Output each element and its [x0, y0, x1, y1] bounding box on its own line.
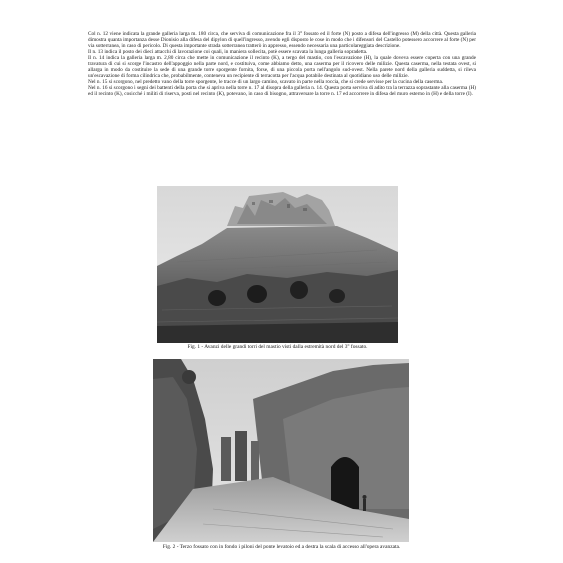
figure-1-photo	[157, 186, 398, 343]
paragraph: Nel n. 15 si scorgono, nel predetto vano della torre sporgente, le tracce di un largo camino, scavato in parte nella roccia, che si crede servisse per la cucina della caserma.	[88, 79, 444, 86]
figure-1-caption: Fig. 1 - Avanzi delle grandi torri del mastio visti dalla estremità nord del 3° fossato.	[187, 344, 368, 350]
paragraph: Il n. 13 indica il posto dei dieci attacchi di lavorazione coi quali, in maniera sollecita, potè essere scavata la lunga galleria sopradetta.	[88, 49, 368, 56]
paragraph: Il n. 14 indica la galleria larga m. 2,80 circa che mette in comunicazione il recinto (K), a tergo del mastio, con l'escavazione (H), la quale doveva essere coperta con una grande travatura di cui si scorge l'incastro dell'appoggio nella parte nord, e costituiva, come abbiamo detto, una caserma per il ricovero delle milizie. Questa caserma, nella testata ovest, si allarga in modo da costituire la sede di una grande torre sporgente fornita, forse, di una piccola porta nell'angolo sud-ovest. Nella parete nord della galleria suddetta, si rileva un'escavazione di forma cilindrica che, probabilmente, conteneva un recipiente di terracotta per l'acqua potabile destinata al quotidiano uso delle milizie.	[88, 55, 476, 80]
body-text	[88, 31, 476, 98]
figure-2-photo	[153, 359, 409, 542]
paragraph: Col n. 12 viene indicata la grande galleria larga m. 180 circa, che serviva di comunicazione fra il 3° fossato ed il forte (N) posto a difesa dell'ingresso (M) della città. Questa galleria dimostra quanta importanza desse Dionisio alla difesa del dipylon di quell'ingresso, avendo egli disposto le cose in modo che i difensori del Castello potessero accorrere al forte (N) per via sotterranea, in caso di pericolo. Di questa importante strada sotterranea tratterò in appresso, essendo necessaria una particolareggiata descrizione.	[88, 31, 476, 50]
figure-2-caption: Fig. 2 - Terzo fossato con in fondo i piloni del ponte levatoio ed a destra la scala di accesso all'opera avanzata.	[162, 544, 401, 550]
paragraph: Nel n. 16 si scorgono i segni dei battenti della porta che si apriva nella torre n. 17 al disopra della galleria n. 14. Questa porta serviva di adito tra la terrazza soprastante alla caserma (H) ed il recinto (K), cosicché i militi di riserva, posti nel recinto (K), potevano, in caso di bisogno, attraversare la torre n. 17 ed accorrere in difesa del muro esterno in (H) e della torre (I).	[88, 85, 476, 98]
